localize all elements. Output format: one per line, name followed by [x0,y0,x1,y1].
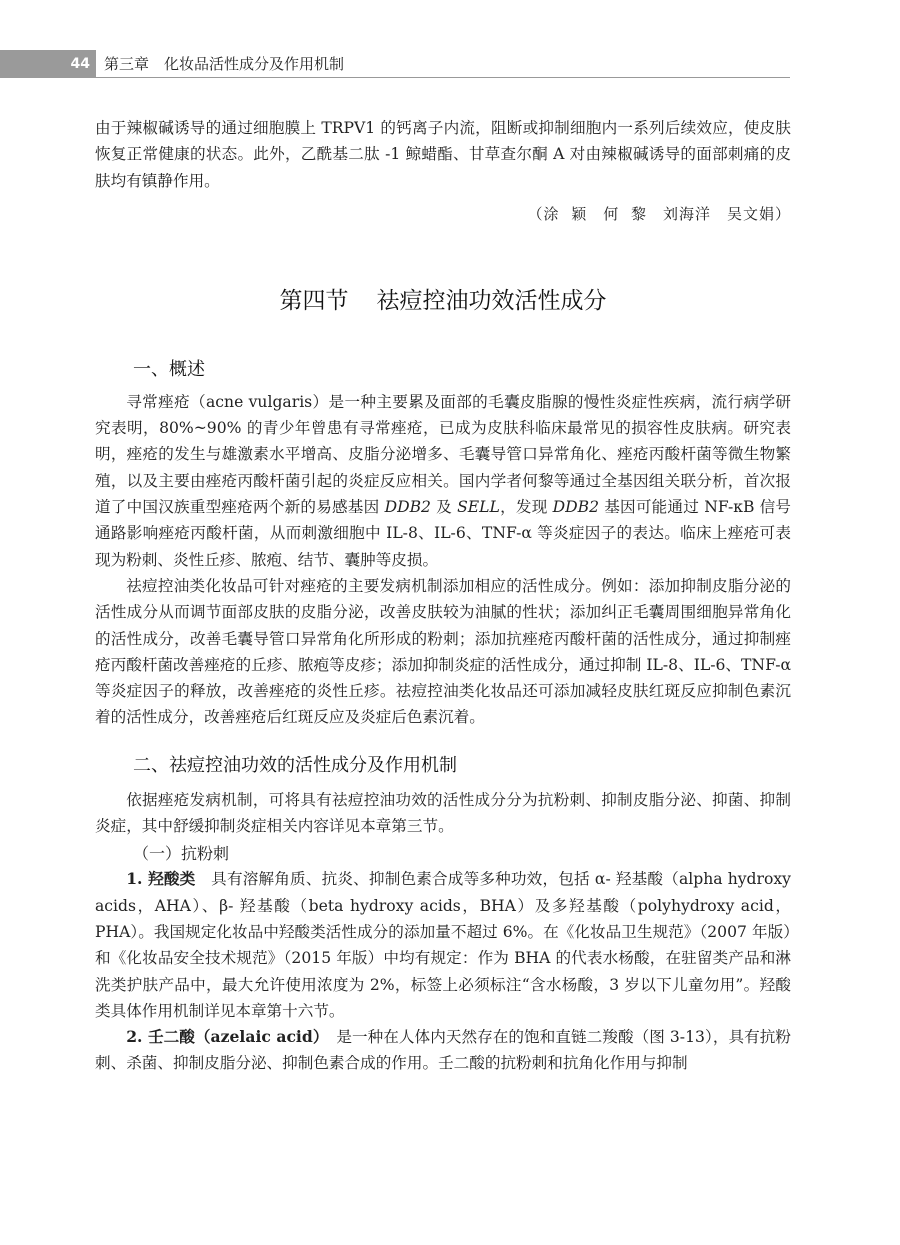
item-azelaic-acid: 2. 壬二酸（azelaic acid） 是一种在人体内天然存在的饱和直链二羧酸（图 3-13），具有抗粉刺、杀菌、抑制皮脂分泌、抑制色素合成的作用。壬二酸的抗粉刺和抗角化作用与抑制 [95,1027,791,1073]
running-header [0,50,790,80]
subheading-anti-comedone: （一）抗粉刺 [133,844,230,864]
gene-name: DDB2 [384,498,431,517]
author-line: （涂 颖 何 黎 刘海洋 吴文娟） [527,204,791,223]
heading-overview: 一、概述 [133,358,205,380]
page-body [95,115,791,1077]
item-lead: 1. 羟酸类 [126,869,196,889]
heading-active-ingredients: 二、祛痘控油功效的活性成分及作用机制 [133,754,457,776]
overview-paragraph-1: 寻常痤疮（acne vulgaris）是一种主要累及面部的毛囊皮脂腺的慢性炎症性疾病，流行病学研究表明，80%~90% 的青少年曾患有寻常痤疮，已成为皮肤科临床最常见的损容性皮肤病。研究表明，痤疮的发生与雄激素水平增高、皮脂分泌增多、毛囊导管口异常角化、痤疮丙酸杆菌等微生物繁殖，以及主要由痤疮丙酸杆菌引起的炎症反应相关。国内学者何黎等通过全基因组关联分析，首次报道了中国汉族重型痤疮两个新的易感基因 DDB2 及 SELL，发现 DDB2 基因可能通过 NF-κB 信号通路影响痤疮丙酸杆菌，从而刺激细胞中 IL-8、IL-6、TNF-α 等炎症因子的表达。临床上痤疮可表现为粉刺、炎性丘疹、脓疱、结节、囊肿等皮损。 [95,392,791,569]
item-lead: 2. 壬二酸（azelaic acid） [126,1027,321,1047]
item-hydroxy-acids: 1. 羟酸类 具有溶解角质、抗炎、抑制色素合成等多种功效，包括 α- 羟基酸（alpha hydroxy acids，AHA）、β- 羟基酸（beta hydroxy acids，BHA）及多羟基酸（polyhydroxy acid，PHA）。我国规定化妆品中羟酸类活性成分的添加量不超过 6%。在《化妆品卫生规范》（2007 年版）和《化妆品安全技术规范》（2015 年版）中均有规定：作为 BHA 的代表水杨酸，在驻留类产品和淋洗类护肤产品中，最大允许使用浓度为 2%，标签上必须标注“含水杨酸，3 岁以下儿童勿用”。羟酸类具体作用机制详见本章第十六节。 [95,869,791,1020]
overview-paragraph-2: 祛痘控油类化妆品可针对痤疮的主要发病机制添加相应的活性成分。例如：添加抑制皮脂分泌的活性成分从而调节面部皮肤的皮脂分泌，改善皮肤较为油腻的性状；添加纠正毛囊周围细胞异常角化的活性成分，改善毛囊导管口异常角化所形成的粉刺；添加抗痤疮丙酸杆菌的活性成分，通过抑制痤疮丙酸杆菌改善痤疮的丘疹、脓疱等皮疹；添加抑制炎症的活性成分，通过抑制 IL-8、IL-6、TNF-α 等炎症因子的释放，改善痤疮的炎性丘疹。祛痘控油类化妆品还可添加减轻皮肤红斑反应抑制色素沉着的活性成分，改善痤疮后红斑反应及炎症后色素沉着。 [95,576,791,727]
section-name: 祛痘控油功效活性成分 [376,287,607,314]
ingredients-intro-paragraph: 依据痤疮发病机制，可将具有祛痘控油功效的活性成分分为抗粉刺、抑制皮脂分泌、抑菌、抑制炎症，其中舒缓抑制炎症相关内容详见本章第三节。 [95,790,791,836]
page-number: 44 [0,50,96,78]
section-title [95,282,791,315]
section-number: 第四节 [279,287,349,314]
chapter-title: 第三章 化妆品活性成分及作用机制 [104,55,345,73]
header-rule [96,77,790,78]
gene-name: SELL [457,498,500,517]
intro-paragraph: 由于辣椒碱诱导的通过细胞膜上 TRPV1 的钙离子内流，阻断或抑制细胞内一系列后续效应，使皮肤恢复正常健康的状态。此外，乙酰基二肽 -1 鲸蜡酯、甘草查尔酮 A 对由辣椒碱诱导的面部刺痛的皮肤均有镇静作用。 [95,119,791,190]
gene-name: DDB2 [552,498,600,517]
